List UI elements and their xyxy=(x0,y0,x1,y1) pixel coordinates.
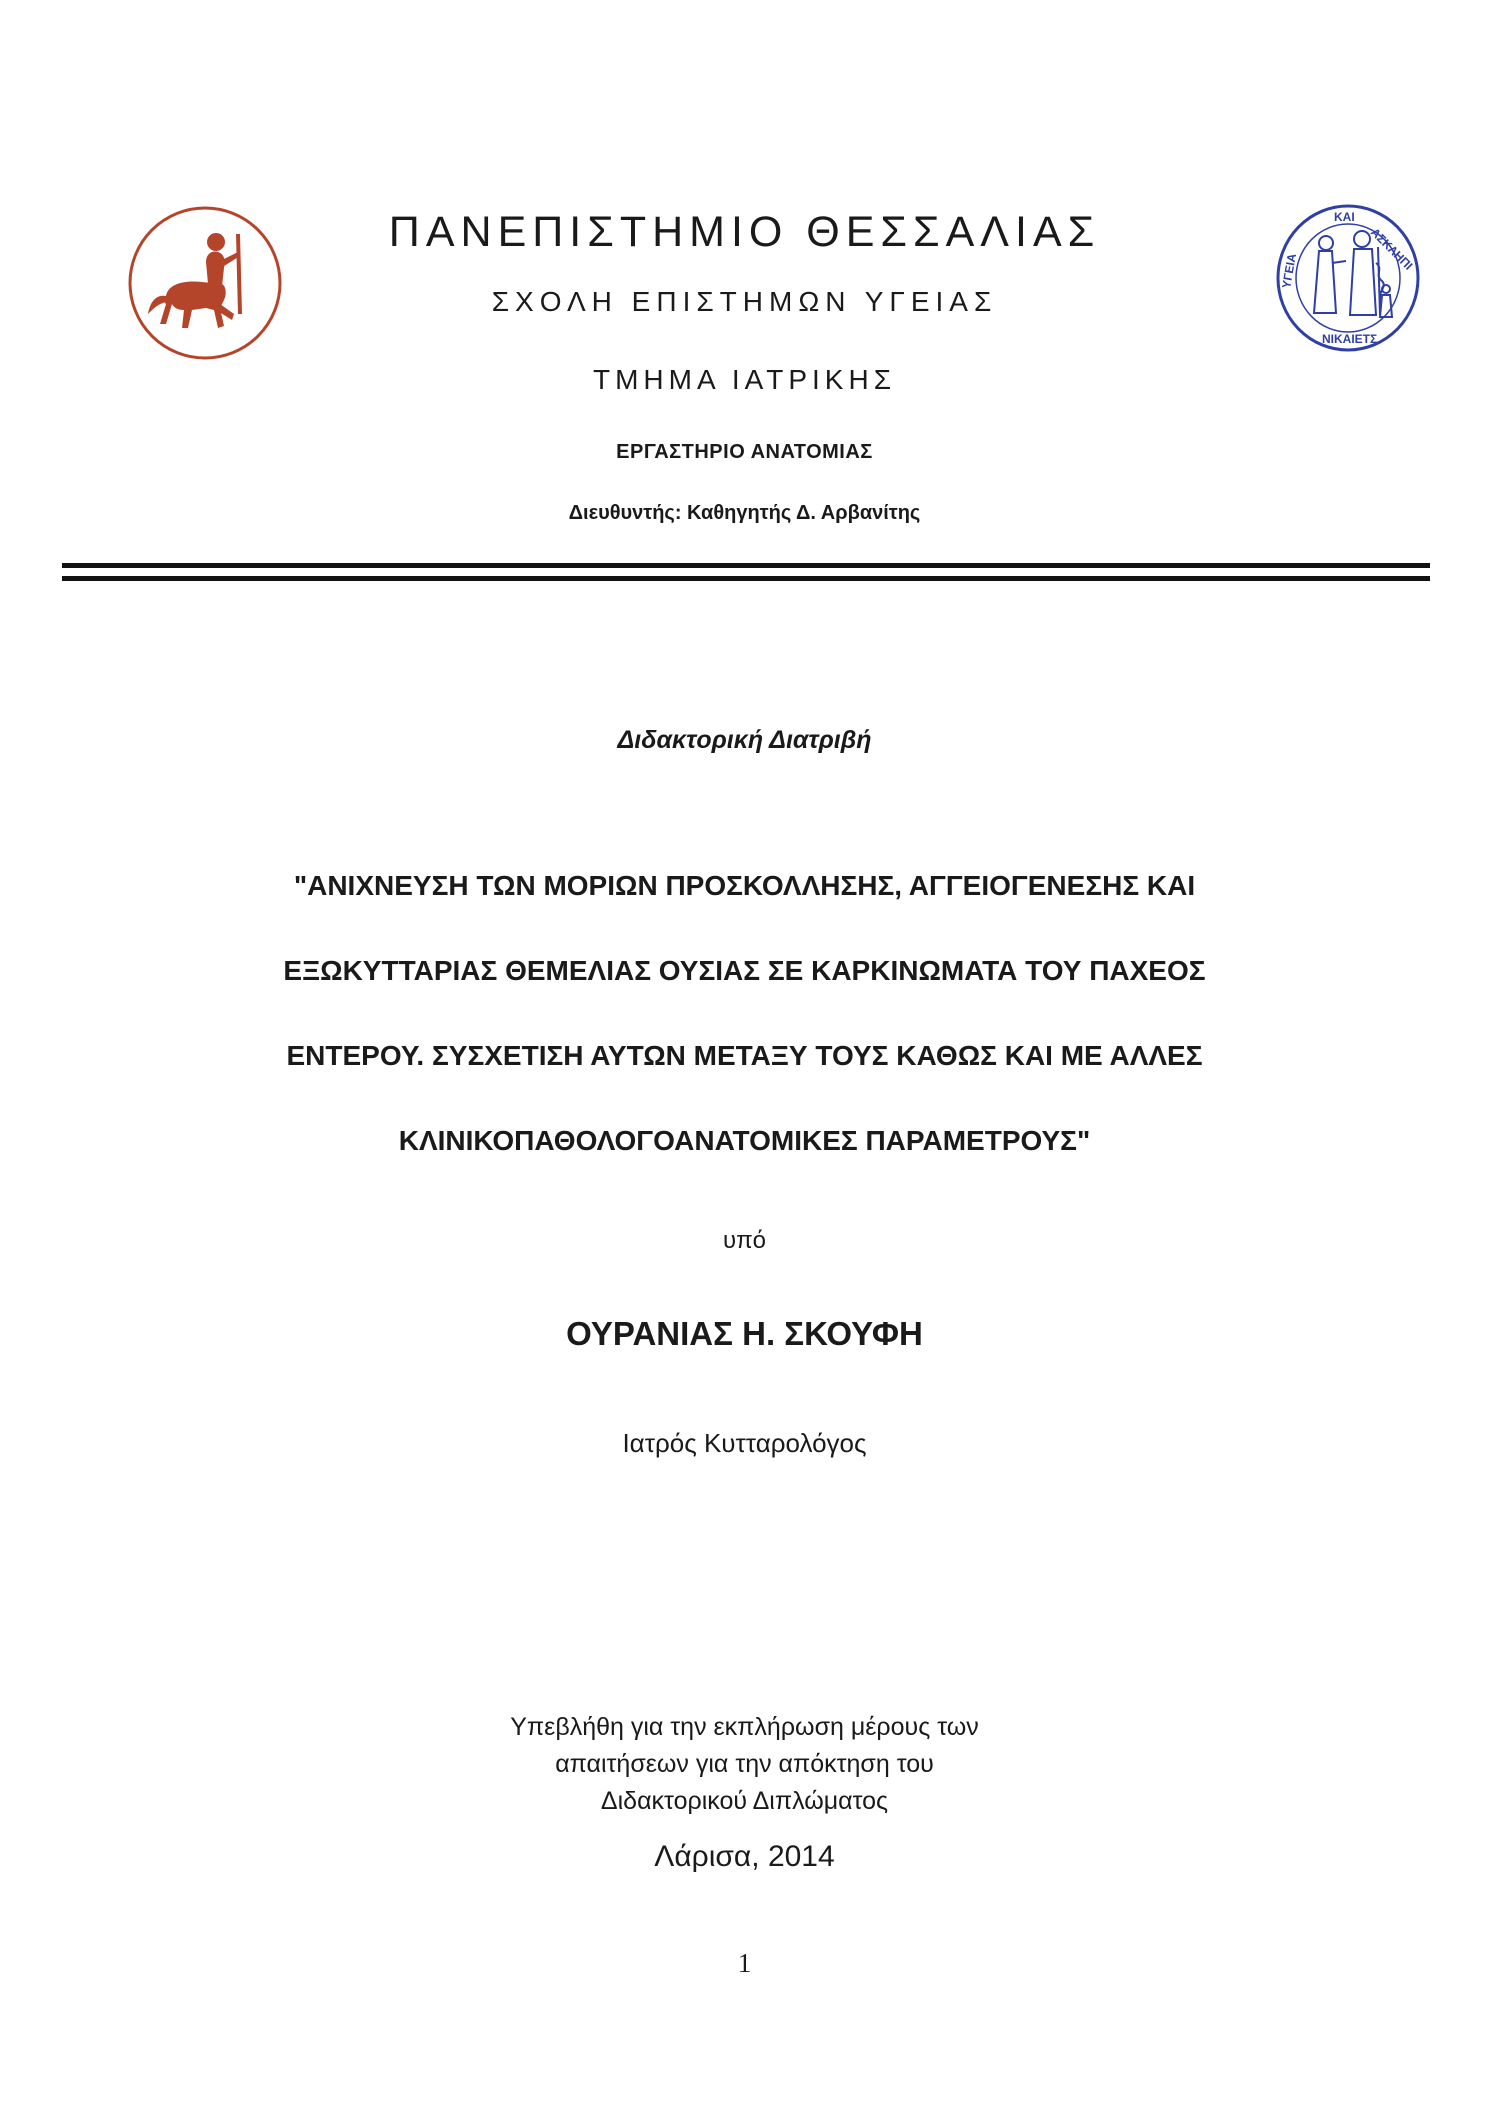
svg-text:ΥΓΕΙΑ: ΥΓΕΙΑ xyxy=(1279,252,1300,290)
university-name: ΠΑΝΕΠΙΣΤΗΜΙΟ ΘΕΣΣΑΛΙΑΣ xyxy=(388,208,1101,256)
place-year: Λάρισα, 2014 xyxy=(654,1840,835,1873)
document-type: Διδακτορική Διατριβή xyxy=(617,726,872,754)
department-name: ΤΜΗΜΑ ΙΑΤΡΙΚΗΣ xyxy=(592,364,897,395)
svg-text:ΚΑΙ: ΚΑΙ xyxy=(1334,210,1355,224)
submission-line: Υπεβλήθη για την εκπλήρωση μέρους των xyxy=(510,1713,979,1741)
thesis-title-line: ΚΛΙΝΙΚΟΠΑΘΟΛΟΓΟΑΝΑΤΟΜΙΚΕΣ ΠΑΡΑΜΕΤΡΟΥΣ" xyxy=(398,1125,1091,1156)
submission-line: Διδακτορικού Διπλώματος xyxy=(600,1787,889,1815)
by-label: υπό xyxy=(722,1227,767,1254)
thesis-title-line: ΕΝΤΕΡΟΥ. ΣΥΣΧΕΤΙΣΗ ΑΥΤΩΝ ΜΕΤΑΞΥ ΤΟΥΣ ΚΑΘΩΣ ΚΑΙ ΜΕ ΑΛΛΕΣ xyxy=(286,1040,1203,1071)
header-divider-bottom xyxy=(62,576,1430,581)
school-name: ΣΧΟΛΗ ΕΠΙΣΤΗΜΩΝ ΥΓΕΙΑΣ xyxy=(491,286,998,317)
author-name: ΟΥΡΑΝΙΑΣ Η. ΣΚΟΥΦΗ xyxy=(566,1315,923,1352)
thesis-title-line: ΕΞΩΚΥΤΤΑΡΙΑΣ ΘΕΜΕΛΙΑΣ ΟΥΣΙΑΣ ΣΕ ΚΑΡΚΙΝΩΜΑΤΑ ΤΟΥ ΠΑΧΕΟΣ xyxy=(283,955,1206,986)
laboratory-name: ΕΡΓΑΣΤΗΡΙΟ ΑΝΑΤΟΜΙΑΣ xyxy=(616,441,873,463)
page-number: 1 xyxy=(737,1948,752,1978)
author-profession: Ιατρός Κυτταρολόγος xyxy=(622,1428,867,1458)
header-divider-top xyxy=(62,563,1430,568)
svg-text:ΑΣΚΛΗΠΙ: ΑΣΚΛΗΠΙ xyxy=(1367,225,1416,273)
submission-line: απαιτήσεων για την απόκτηση του xyxy=(555,1750,934,1778)
thesis-title-line: "ΑΝΙΧΝΕΥΣΗ ΤΩΝ ΜΟΡΙΩΝ ΠΡΟΣΚΟΛΛΗΣΗΣ, ΑΓΓΕΙΟΓΕΝΕΣΗΣ ΚΑΙ xyxy=(293,870,1196,901)
svg-text:ΝΙΚΑΙΕΤΣ: ΝΙΚΑΙΕΤΣ xyxy=(1322,332,1378,346)
director-line: Διευθυντής: Καθηγητής Δ. Αρβανίτης xyxy=(568,502,921,524)
